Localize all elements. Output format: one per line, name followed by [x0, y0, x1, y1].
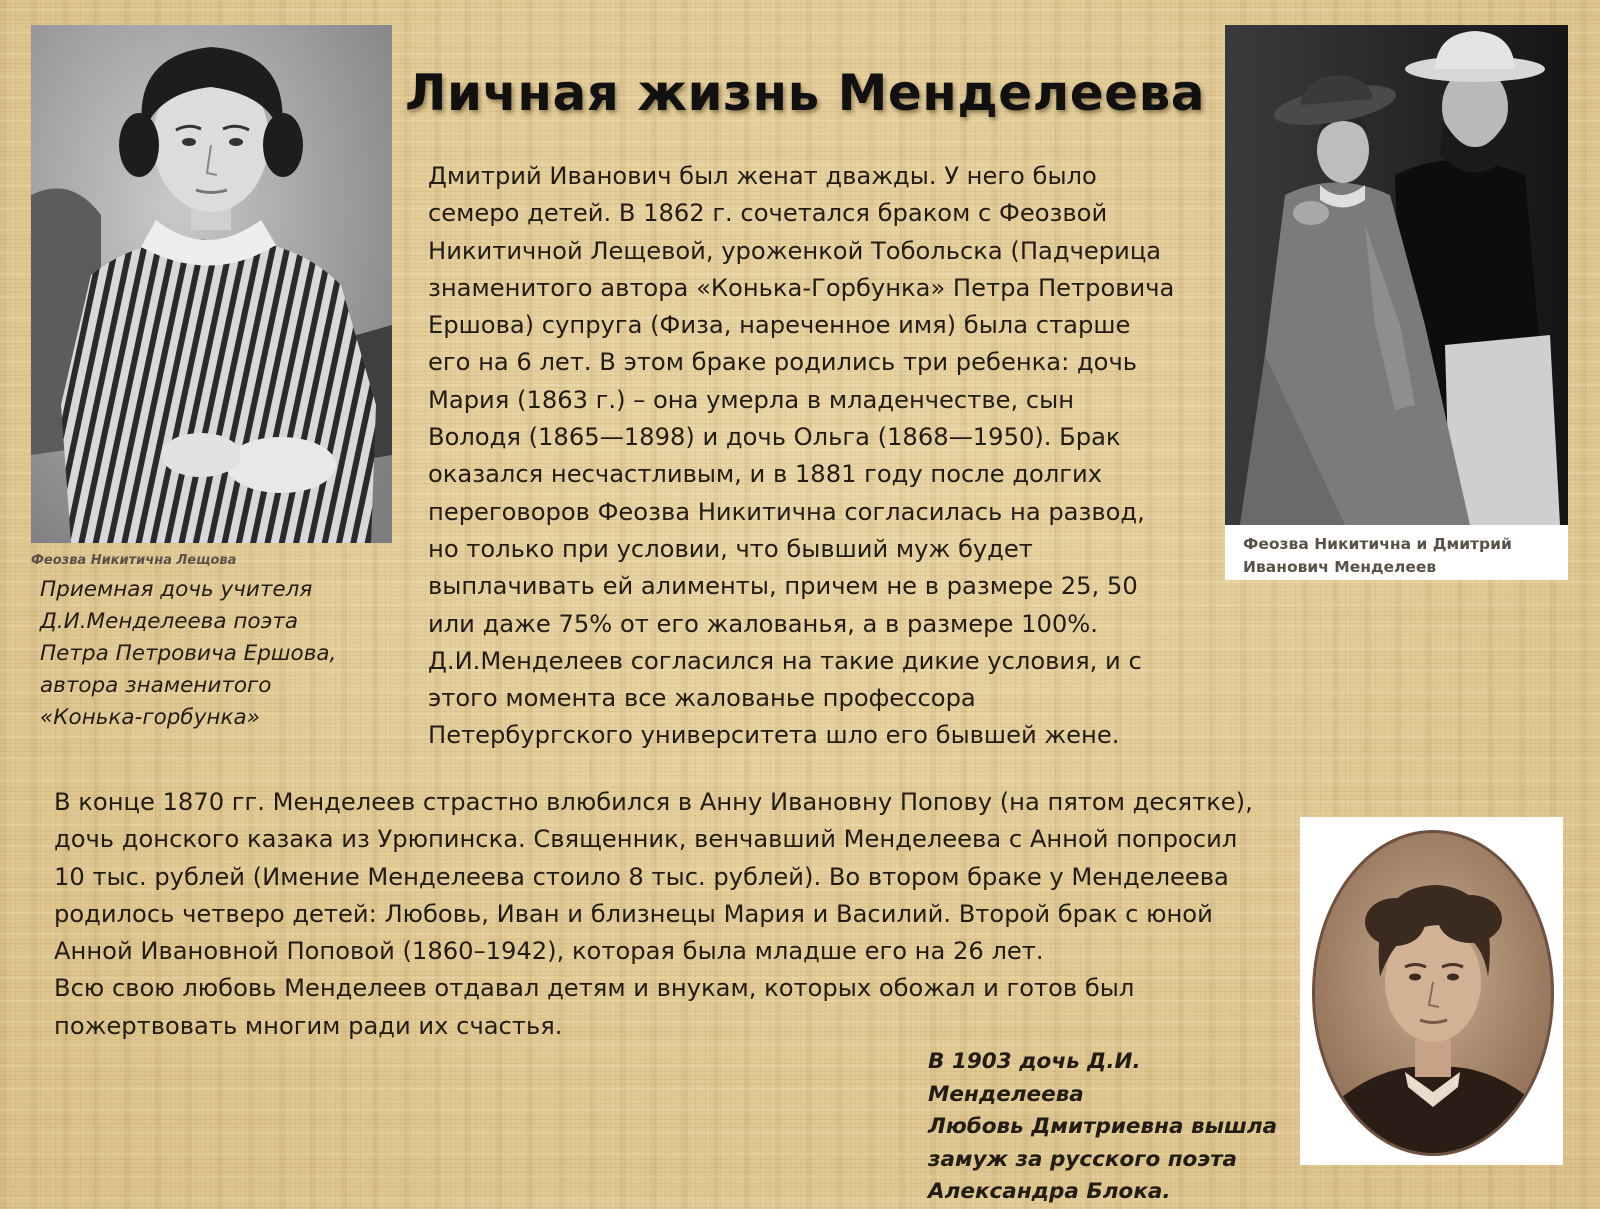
lyubov-portrait-photo [1300, 817, 1563, 1165]
feozva-portrait-photo [31, 25, 392, 543]
main-paragraph: Дмитрий Иванович был женат дважды. У него было семеро детей. В 1862 г. сочетался браком с Феозвой Никитичной Лещевой, уроженкой Тобольска (Падчерица знаменитого автора «Конька-Горбунка» Петра Петровича Ершова) супруга (Физа, нареченное имя) была старше его на 6 лет. В этом браке родились три ребенка: дочь Мария (1863 г.) – она умерла в младенчестве, сын Володя (1865—1898) и дочь Ольга (1868—1950). Брак оказался несчастливым, и в 1881 году после долгих переговоров Феозва Никитична согласилась на развод, но только при условии, что бывший муж будет выплачивать ей алименты, причем не в размере 25, 50 или даже 75% от его жалованья, а в размере 100%. Д.И.Менделеев согласился на такие дикие условия, и с этого момента все жалованье профессора Петербургского университета шло его бывшей жене. [428, 162, 1175, 750]
blok-caption: В 1903 дочь Д.И. Менделеева Любовь Дмитриевна вышла замуж за русского поэта Александра Блока. [928, 1049, 1278, 1204]
slide-title: Личная жизнь Менделеева [405, 64, 1205, 122]
lyubov-portrait-image [1300, 817, 1563, 1165]
couple-printed-caption: Феозва Никитична и Дмитрий Иванович Менделеев [1243, 535, 1512, 576]
feozva-portrait-image [31, 25, 392, 543]
feozva-printed-caption: Феозва Никитична Лещова [31, 553, 237, 568]
bottom-paragraph: В конце 1870 гг. Менделеев страстно влюбился в Анну Ивановну Попову (на пятом десятке), дочь донского казака из Урюпинска. Священник, венчавший Менделеева с Анной попросил 10 тыс. рублей (Имение Менделеева стоило 8 тыс. рублей). Во втором браке у Менделеева родилось четверо детей: Любовь, Иван и близнецы Мария и Василий. Второй брак с юной Анной Ивановной Поповой (1860–1942), которая была младше его на 26 лет. Всю свою любовь Менделеев отдавал детям и внукам, которых обожал и готов был пожертвовать многим ради их счастья. [54, 788, 1253, 1040]
couple-photo [1225, 25, 1568, 580]
couple-image [1225, 25, 1568, 525]
left-photo-caption: Приемная дочь учителя Д.И.Менделеева поэта Петра Петровича Ершова, автора знаменитого «Конька-горбунка» [40, 577, 337, 730]
